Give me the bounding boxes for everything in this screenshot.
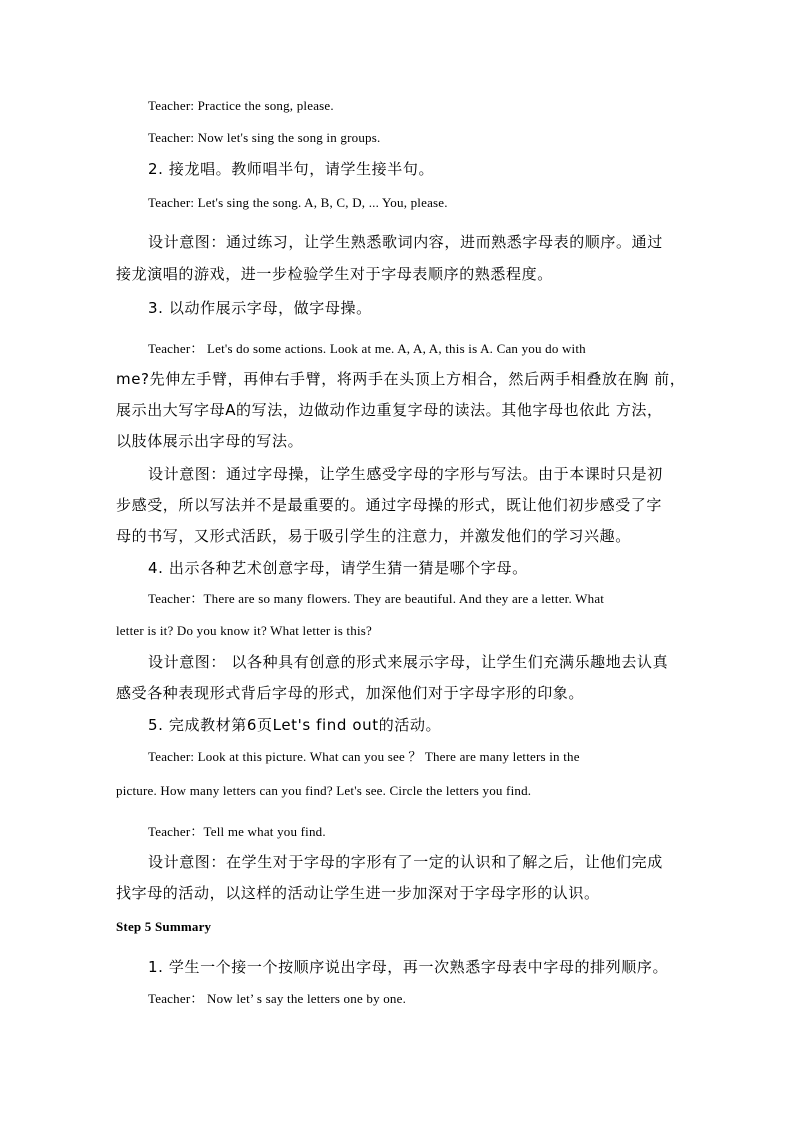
dialogue-line: Teacher: Look at this picture. What can you see ？ There are many letters in the: [148, 749, 580, 764]
dialogue-line: Teacher: Practice the song, please.: [148, 98, 334, 113]
dialogue-line: Teacher: Now let's sing the song in groups.: [148, 130, 381, 145]
dialogue-line: Teacher： Now let’ s say the letters one by one.: [148, 991, 407, 1006]
dialogue-line: picture. How many letters can you find? Let's see. Circle the letters you find.: [116, 783, 532, 798]
design-intent-paragraph: 设计意图：通过字母操，让学生感受字母的字形与写法。由于本课时只是初: [148, 465, 663, 483]
design-intent-paragraph: 设计意图：在学生对于字母的字形有了一定的认识和了解之后，让他们完成: [148, 853, 663, 871]
dialogue-line: 展示出大写字母A的写法，边做动作边重复字母的读法。其他字母也依此 方法，: [116, 401, 663, 419]
dialogue-line: Teacher：Tell me what you find.: [148, 824, 326, 839]
numbered-activity: 4. 出示各种艺术创意字母，请学生猜一猜是哪个字母。: [148, 559, 528, 577]
numbered-activity: 2. 接龙唱。教师唱半句，请学生接半句。: [148, 160, 435, 178]
section-heading: Step 5 Summary: [116, 919, 212, 934]
numbered-activity: 1. 学生一个接一个按顺序说出字母，再一次熟悉字母表中字母的排列顺序。: [148, 958, 669, 976]
dialogue-line: Teacher: Let's sing the song. A, B, C, D, ... You, please.: [148, 195, 448, 210]
dialogue-line: letter is it? Do you know it? What letter is this?: [116, 623, 372, 638]
design-intent-paragraph: 设计意图：通过练习，让学生熟悉歌词内容，进而熟悉字母表的顺序。通过: [148, 233, 663, 251]
design-intent-paragraph: 设计意图： 以各种具有创意的形式来展示字母，让学生们充满乐趣地去认真: [148, 653, 669, 671]
dialogue-line: 以肢体展示出字母的写法。: [116, 432, 304, 450]
dialogue-line: Teacher： Let's do some actions. Look at me. A, A, A, this is A. Can you do with: [148, 341, 586, 356]
design-intent-paragraph: 找字母的活动，以这样的活动让学生进一步加深对于字母字形的认识。: [116, 884, 600, 902]
design-intent-paragraph: 母的书写，又形式活跃，易于吸引学生的注意力，并激发他们的学习兴趣。: [116, 527, 631, 545]
design-intent-paragraph: 步感受，所以写法并不是最重要的。通过字母操的形式，既让他们初步感受了字: [116, 496, 663, 514]
numbered-activity: 5. 完成教材第6页Let's find out的活动。: [148, 716, 442, 734]
design-intent-paragraph: 接龙演唱的游戏，进一步检验学生对于字母表顺序的熟悉程度。: [116, 265, 553, 283]
dialogue-line: me?先伸左手臂，再伸右手臂，将两手在头顶上方相合，然后两手相叠放在胸 前，: [116, 370, 686, 388]
dialogue-line: Teacher：There are so many flowers. They are beautiful. And they are a letter. What: [148, 591, 605, 606]
design-intent-paragraph: 感受各种表现形式背后字母的形式，加深他们对于字母字形的印象。: [116, 684, 585, 702]
numbered-activity: 3. 以动作展示字母，做字母操。: [148, 299, 372, 317]
